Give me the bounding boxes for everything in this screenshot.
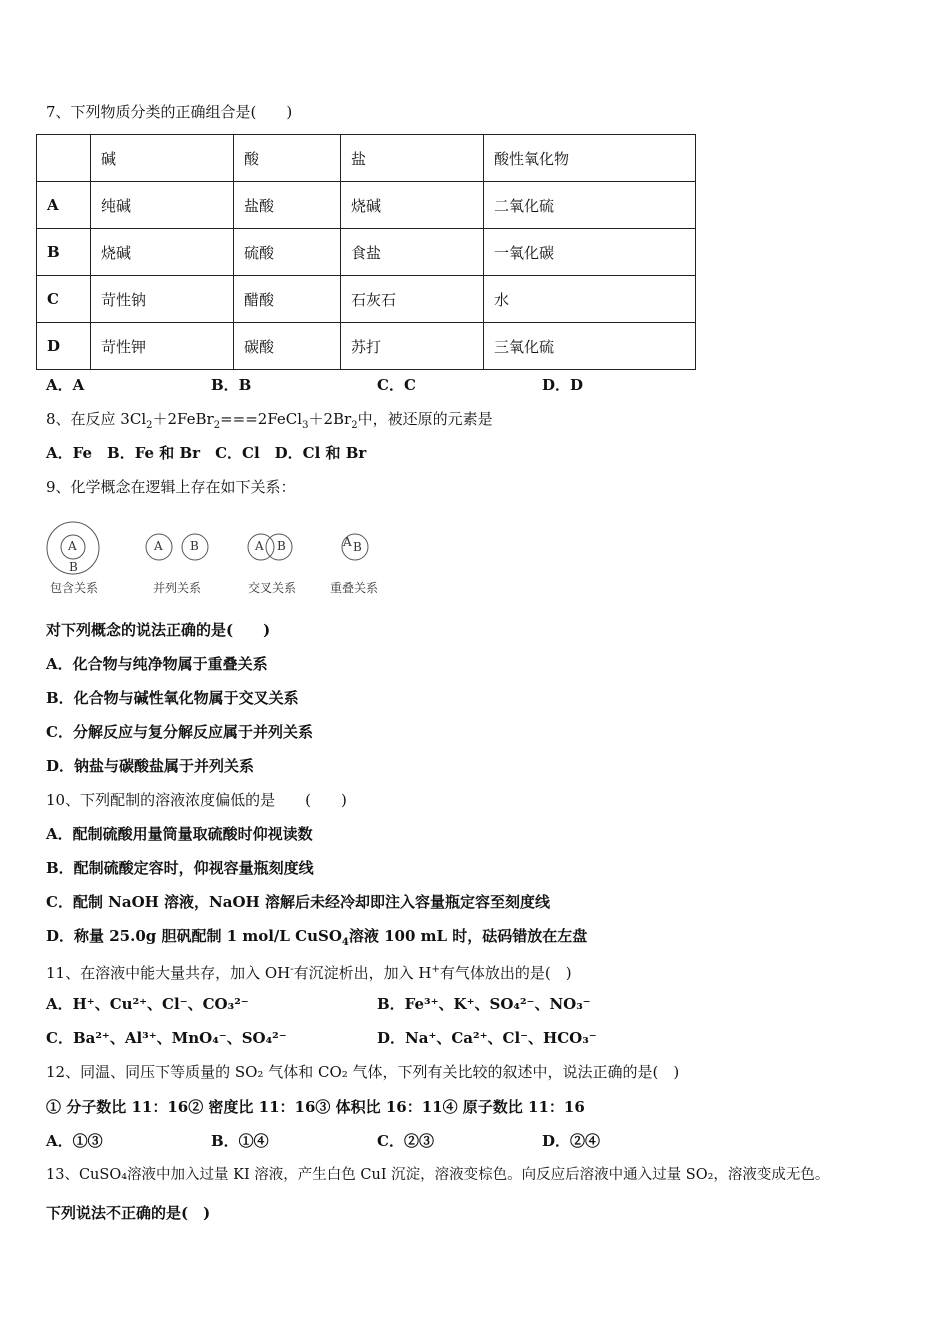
diagram-label-a: A [154, 539, 163, 553]
diagram-label-b: B [69, 560, 78, 574]
intersection-diagram [245, 520, 305, 595]
q8-stem-part: ===2FeCl [220, 410, 303, 428]
q10-stem: 10、下列配制的溶液浓度偏低的是 ( ) [46, 791, 347, 809]
q11-option-d: D．Na⁺、Ca²⁺、Cl⁻、HCO₃⁻ [377, 1029, 597, 1047]
q12-option-c: C．②③ [377, 1132, 434, 1150]
diagram-caption: 交叉关系 [248, 581, 297, 595]
q7-option-b: B．B [211, 376, 252, 394]
table-cell: 二氧化硫 [484, 182, 696, 229]
table-cell: 醋酸 [234, 276, 341, 323]
q8-stem-part: 中，被还原的元素是 [357, 410, 493, 428]
q11-stem [46, 960, 572, 983]
table-cell: 苏打 [341, 323, 484, 370]
table-cell: D [37, 323, 91, 370]
table-cell: 苛性钠 [91, 276, 234, 323]
q10-subscript: 4 [341, 937, 349, 948]
table-header-cell: 碱 [91, 135, 234, 182]
q12-stem: 12、同温、同压下等质量的 SO₂ 气体和 CO₂ 气体，下列有关比较的叙述中，说法正确的是( ) [46, 1063, 680, 1081]
q11-stem-part: 有沉淀析出，加入 H [293, 964, 432, 982]
diagram-caption: 重叠关系 [330, 581, 379, 595]
classification-table [36, 134, 696, 370]
q12-items: ① 分子数比 11：16② 密度比 11：16③ 体积比 16：11④ 原子数比 11：16 [46, 1098, 585, 1116]
inclusion-diagram [45, 520, 105, 595]
q9-option-c: C．分解反应与复分解反应属于并列关系 [46, 723, 313, 741]
q9-option-b: B．化合物与碱性氧化物属于交叉关系 [46, 689, 299, 707]
q11-stem-part: 有气体放出的是( ) [439, 964, 572, 982]
q8-subscript: 3 [302, 420, 309, 431]
table-cell: 烧碱 [91, 229, 234, 276]
table-header-cell: 酸 [234, 135, 341, 182]
q10-option-d-part: D．称量 25.0g 胆矾配制 1 mol/L CuSO [46, 927, 342, 945]
diagram-label-b: B [190, 539, 199, 553]
q9-question: 对下列概念的说法正确的是( ) [46, 621, 271, 639]
q10-option-b: B．配制硫酸定容时，仰视容量瓶刻度线 [46, 859, 314, 877]
table-cell: 苛性钾 [91, 323, 234, 370]
q8-subscript: 2 [351, 420, 358, 431]
q13-stem: 13、CuSO₄溶液中加入过量 KI 溶液，产生白色 CuI 沉淀，溶液变棕色。向反应后溶液中通入过量 SO₂，溶液变成无色。 [46, 1167, 830, 1183]
q8-stem-part: ＋2Br [308, 410, 352, 428]
diagram-label-a: A [68, 539, 77, 553]
table-cell: 一氧化碳 [484, 229, 696, 276]
table-row [37, 323, 696, 370]
q11-stem-part: 11、在溶液中能大量共存，加入 OH [46, 964, 291, 982]
table-cell: 食盐 [341, 229, 484, 276]
table-header-row [37, 135, 696, 182]
q12-option-b: B．①④ [211, 1132, 269, 1150]
q10-option-d [46, 926, 587, 953]
diagram-caption: 并列关系 [153, 581, 202, 595]
q7-option-a: A．A [46, 376, 85, 394]
diagram-label-a: A [255, 539, 264, 553]
q8-stem-part: ＋2FeBr [152, 410, 214, 428]
q9-option-d: D．钠盐与碳酸盐属于并列关系 [46, 757, 255, 775]
q7-option-d: D．D [542, 376, 584, 394]
q8-subscript: 2 [146, 420, 153, 431]
diagram-label-b: B [353, 540, 362, 554]
q11-option-b: B．Fe³⁺、K⁺、SO₄²⁻、NO₃⁻ [377, 995, 591, 1013]
q8-options: A．Fe B．Fe 和 Br C．Cl D．Cl 和 Br [46, 444, 367, 462]
q8-subscript: 2 [213, 420, 221, 431]
diagram-caption: 包含关系 [50, 581, 99, 595]
q10-option-c: C．配制 NaOH 溶液，NaOH 溶解后未经冷却即注入容量瓶定容至刻度线 [46, 893, 550, 911]
q8-stem-part: 8、在反应 3Cl [46, 410, 147, 428]
table-cell: 盐酸 [234, 182, 341, 229]
q11-superscript: - [290, 964, 294, 975]
table-cell: 硫酸 [234, 229, 341, 276]
q10-option-d-part: 溶液 100 mL 时，砝码错放在左盘 [348, 927, 588, 945]
parallel-diagram [143, 520, 213, 595]
q13-question: 下列说法不正确的是( ) [46, 1204, 211, 1222]
overlap-diagram [330, 520, 395, 595]
table-header-cell [37, 135, 91, 182]
diagram-label-b: B [277, 539, 286, 553]
q12-option-d: D．②④ [542, 1132, 601, 1150]
table-cell: 碳酸 [234, 323, 341, 370]
table-cell: 石灰石 [341, 276, 484, 323]
table-cell: 烧碱 [341, 182, 484, 229]
q7-stem: 7、下列物质分类的正确组合是( ) [46, 103, 293, 121]
table-row [37, 229, 696, 276]
table-header-cell: 盐 [341, 135, 484, 182]
q7-option-c: C．C [377, 376, 416, 394]
table-cell: 纯碱 [91, 182, 234, 229]
q11-superscript: + [431, 964, 440, 975]
table-row [37, 182, 696, 229]
q9-stem: 9、化学概念在逻辑上存在如下关系： [46, 478, 296, 496]
table-cell: C [37, 276, 91, 323]
q11-option-c: C．Ba²⁺、Al³⁺、MnO₄⁻、SO₄²⁻ [46, 1029, 287, 1047]
table-cell: 水 [484, 276, 696, 323]
q8-stem [46, 409, 493, 436]
q10-option-a: A．配制硫酸用量筒量取硫酸时仰视读数 [46, 825, 313, 843]
table-cell: B [37, 229, 91, 276]
q12-option-a: A．①③ [46, 1132, 103, 1150]
diagram-label-a: A [343, 535, 352, 549]
q11-option-a: A．H⁺、Cu²⁺、Cl⁻、CO₃²⁻ [46, 995, 249, 1013]
table-cell: A [37, 182, 91, 229]
table-row [37, 276, 696, 323]
table-header-cell: 酸性氧化物 [484, 135, 696, 182]
q9-option-a: A．化合物与纯净物属于重叠关系 [46, 655, 268, 673]
table-cell: 三氧化硫 [484, 323, 696, 370]
